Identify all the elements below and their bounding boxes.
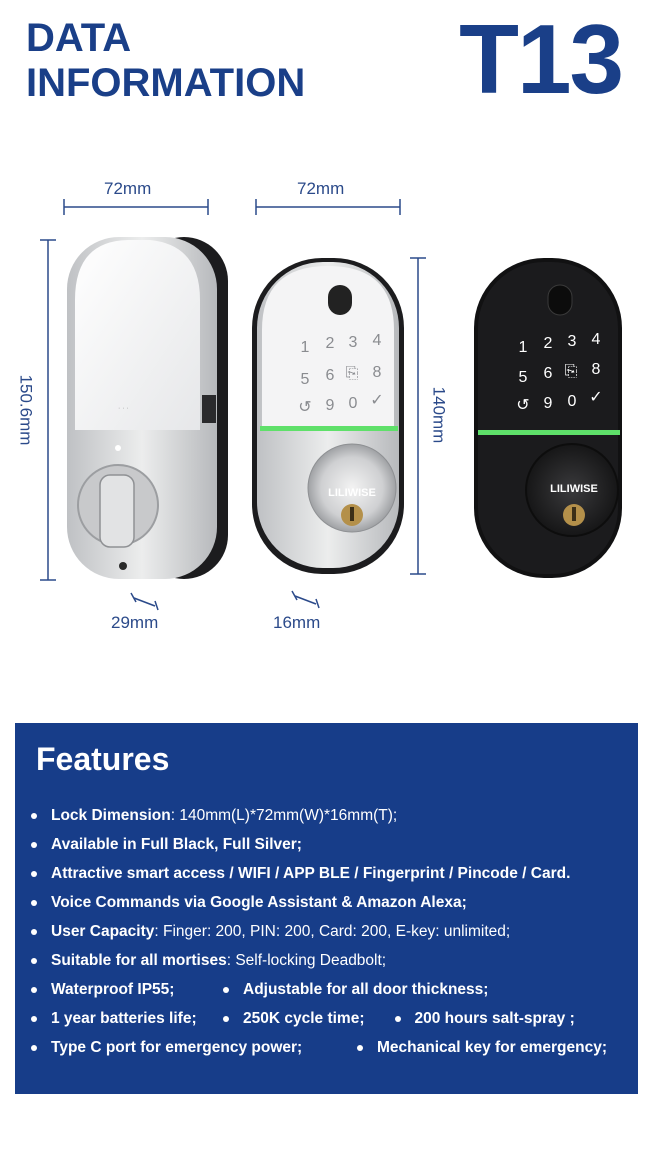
svg-text:5: 5 xyxy=(300,371,310,388)
svg-text:⎘: ⎘ xyxy=(345,365,359,382)
bullet-icon xyxy=(31,987,37,993)
svg-text:6: 6 xyxy=(325,367,335,384)
feature-item: Attractive smart access / WIFI / APP BLE / Fingerprint / Pincode / Card. xyxy=(31,859,638,888)
feature-item: Suitable for all mortises : Self-locking Deadbolt; xyxy=(31,946,638,975)
svg-text:0: 0 xyxy=(567,393,577,410)
svg-text:↺: ↺ xyxy=(516,397,530,414)
title-line-2: INFORMATION xyxy=(26,61,306,105)
feature-item: Available in Full Black, Full Silver; xyxy=(31,830,638,859)
svg-text:5: 5 xyxy=(518,369,528,386)
features-title: Features xyxy=(36,741,170,777)
bullet-icon xyxy=(223,1016,229,1022)
title-line-1: DATA xyxy=(26,16,132,60)
dim-height-front: 140mm xyxy=(429,386,449,444)
bullet-icon xyxy=(31,813,37,819)
svg-text:⎘: ⎘ xyxy=(564,363,578,380)
silver-brand-text: LILIWISE xyxy=(328,487,376,499)
dim-depth-front: 16mm xyxy=(273,613,321,632)
feature-item: User Capacity : Finger: 200, PIN: 200, Card: 200, E-key: unlimited; xyxy=(31,917,638,946)
feature-item: 1 year batteries life; 250K cycle time; 200 hours salt-spray ; xyxy=(31,1004,638,1033)
model-number: T13 xyxy=(459,4,622,114)
svg-text:· · ·: · · · xyxy=(118,405,129,412)
dim-depth-side: 29mm xyxy=(111,613,159,632)
svg-text:8: 8 xyxy=(591,361,601,378)
feature-item: Lock Dimension : 140mm(L)*72mm(W)*16mm(T); xyxy=(31,801,638,830)
svg-text:8: 8 xyxy=(372,364,382,381)
feature-item: Type C port for emergency power; Mechanical key for emergency; xyxy=(31,1033,638,1062)
svg-text:↺: ↺ xyxy=(298,399,312,416)
svg-text:3: 3 xyxy=(348,334,358,351)
bullet-icon xyxy=(31,1016,37,1022)
bullet-icon xyxy=(31,871,37,877)
silver-front-unit xyxy=(252,258,404,574)
svg-text:4: 4 xyxy=(591,331,601,348)
svg-text:1: 1 xyxy=(518,339,528,356)
svg-text:2: 2 xyxy=(325,335,335,352)
bullet-icon xyxy=(31,842,37,848)
feature-item: Waterproof IP55; Adjustable for all door thickness; xyxy=(31,975,638,1004)
bullet-icon xyxy=(31,1045,37,1051)
feature-item: Voice Commands via Google Assistant & Amazon Alexa; xyxy=(31,888,638,917)
svg-text:1: 1 xyxy=(300,339,310,356)
black-front-unit xyxy=(474,258,622,578)
bullet-icon xyxy=(31,958,37,964)
bullet-icon xyxy=(31,929,37,935)
svg-text:3: 3 xyxy=(567,333,577,350)
dim-width-side: 72mm xyxy=(104,179,152,198)
svg-text:9: 9 xyxy=(543,395,553,412)
svg-text:4: 4 xyxy=(372,332,382,349)
svg-text:✓: ✓ xyxy=(370,392,384,409)
dim-width-front: 72mm xyxy=(297,179,345,198)
features-panel xyxy=(15,723,638,1094)
bullet-icon xyxy=(357,1045,363,1051)
bullet-icon xyxy=(223,987,229,993)
svg-text:6: 6 xyxy=(543,365,553,382)
features-list xyxy=(31,801,638,1062)
bullet-icon xyxy=(31,900,37,906)
black-brand-text: LILIWISE xyxy=(550,483,598,495)
interior-unit xyxy=(67,237,228,579)
svg-text:2: 2 xyxy=(543,335,553,352)
svg-text:0: 0 xyxy=(348,395,358,412)
svg-text:✓: ✓ xyxy=(589,389,603,406)
svg-text:9: 9 xyxy=(325,397,335,414)
dim-height-side: 150.6mm xyxy=(16,374,36,446)
bullet-icon xyxy=(395,1016,401,1022)
